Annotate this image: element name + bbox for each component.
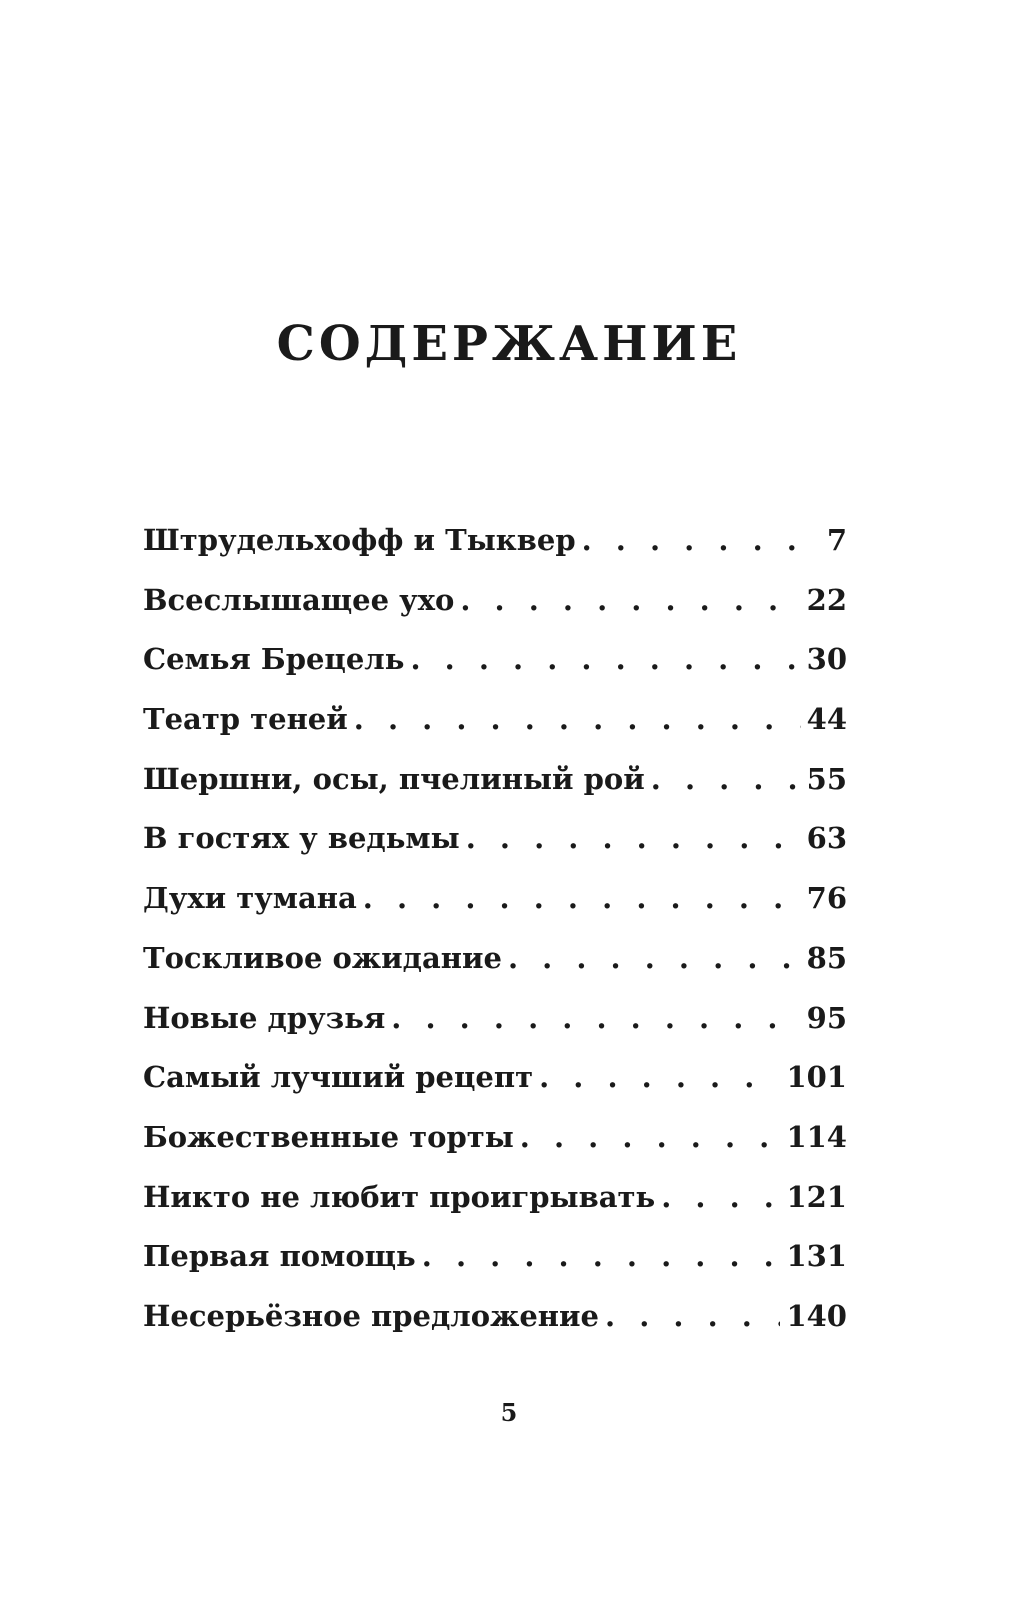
toc-entry-title: Самый лучший рецепт	[143, 1060, 534, 1095]
toc-entry-title: Шершни, осы, пчелиный рой	[143, 761, 645, 796]
toc-dot-leader	[391, 989, 800, 1049]
toc-entry	[143, 1287, 847, 1347]
toc-entry-page: 121	[786, 1179, 847, 1214]
page-title: СОДЕРЖАНИЕ	[276, 316, 742, 373]
toc-dot-leader	[460, 571, 800, 631]
toc-entry-page: 140	[786, 1298, 847, 1333]
toc-dot-leader	[508, 929, 801, 989]
toc-dot-leader	[363, 869, 801, 929]
toc-entry	[143, 809, 847, 869]
table-of-contents	[143, 511, 847, 1347]
toc-entry-page: 22	[806, 582, 847, 617]
toc-dot-leader	[539, 1048, 780, 1108]
toc-entry-page: 131	[786, 1239, 847, 1274]
toc-entry	[143, 1227, 847, 1287]
toc-dot-leader	[422, 1227, 781, 1287]
toc-entry-title: Никто не любит проигрывать	[143, 1179, 656, 1214]
toc-entry-page: 44	[806, 702, 847, 737]
toc-entry-title: Новые друзья	[143, 1000, 386, 1035]
toc-entry	[143, 571, 847, 631]
toc-entry	[143, 929, 847, 989]
toc-entry-page: 63	[806, 821, 847, 856]
toc-entry	[143, 630, 847, 690]
toc-entry-title: Семья Брецель	[143, 642, 405, 677]
toc-entry-page: 85	[806, 940, 847, 975]
toc-dot-leader	[605, 1287, 780, 1347]
toc-entry-title: Первая помощь	[143, 1239, 416, 1274]
toc-entry-title: Театр теней	[143, 702, 348, 737]
toc-entry	[143, 989, 847, 1049]
toc-entry	[143, 1108, 847, 1168]
toc-entry-page: 101	[786, 1060, 847, 1095]
toc-entry-title: Духи тумана	[143, 881, 357, 916]
toc-entry-title: Штрудельхофф и Тыквер	[143, 523, 576, 557]
toc-entry-title: Всеслышащее ухо	[143, 582, 455, 617]
toc-entry-title: В гостях у ведьмы	[143, 821, 460, 856]
toc-entry-page: 114	[786, 1119, 847, 1154]
toc-dot-leader	[410, 630, 800, 690]
toc-entry-page: 7	[826, 523, 847, 557]
toc-entry-page: 95	[806, 1000, 847, 1035]
toc-entry	[143, 750, 847, 810]
toc-entry-title: Несерьёзное предложение	[143, 1298, 599, 1333]
toc-entry-page: 30	[806, 642, 847, 677]
toc-entry-page: 55	[806, 761, 847, 796]
page-number: 5	[500, 1398, 518, 1427]
toc-dot-leader	[354, 690, 801, 750]
toc-entry-page: 76	[806, 881, 847, 916]
toc-dot-leader	[466, 809, 801, 869]
toc-dot-leader	[651, 750, 801, 810]
toc-entry-title: Тоскливое ожидание	[143, 940, 502, 975]
toc-entry-title: Божественные торты	[143, 1119, 514, 1154]
toc-dot-leader	[661, 1168, 780, 1228]
toc-entry	[143, 1048, 847, 1108]
toc-dot-leader	[582, 511, 821, 571]
toc-entry	[143, 511, 847, 571]
toc-entry	[143, 1168, 847, 1228]
toc-entry	[143, 869, 847, 929]
toc-entry	[143, 690, 847, 750]
toc-dot-leader	[520, 1108, 781, 1168]
